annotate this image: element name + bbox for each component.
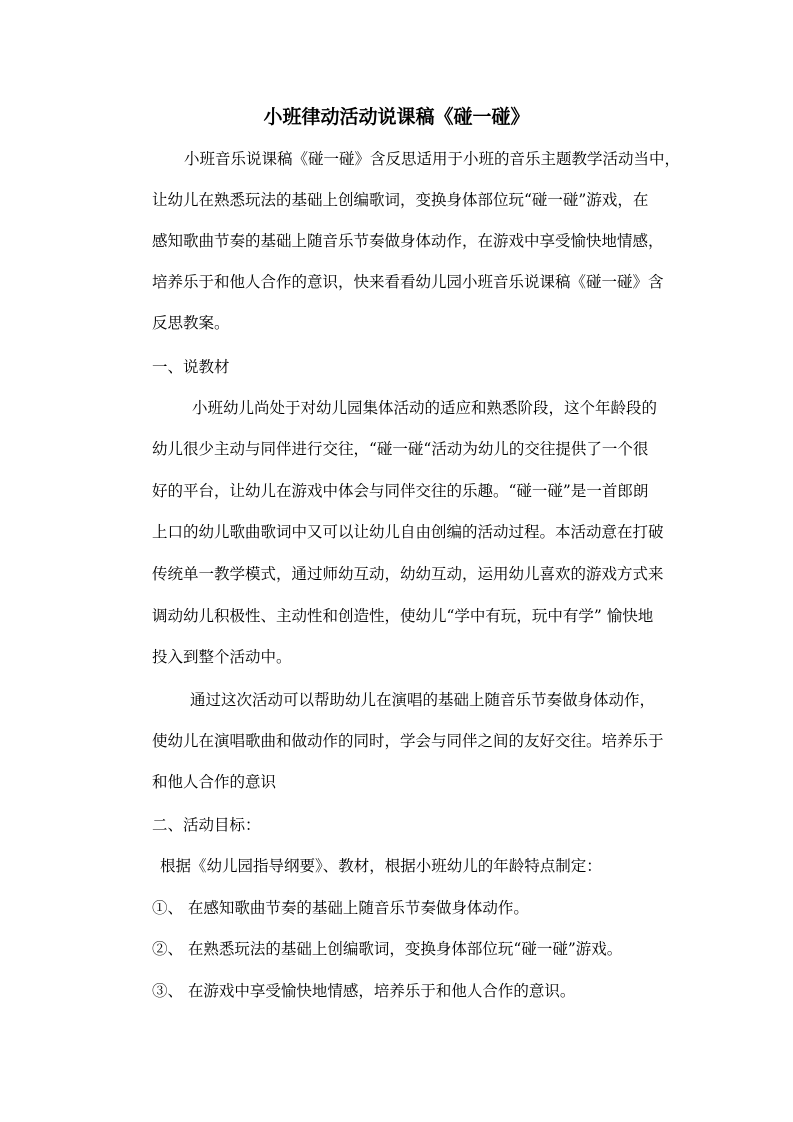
section1-para1-line-5: 传统单一教学模式，通过师幼互动，幼幼互动，运用幼儿喜欢的游戏方式来 <box>152 565 664 583</box>
section1-para1-line-6: 调动幼儿积极性、主动性和创造性，使幼儿“学中有玩，玩中有学” 愉快地 <box>152 607 654 625</box>
goal-item-1: ①、 在感知歌曲节奏的基础上随音乐节奏做身体动作。 <box>152 899 529 917</box>
section1-para2-line-3: 和他人合作的意识 <box>152 773 277 791</box>
goal-item-2: ②、 在熟悉玩法的基础上创编歌词，变换身体部位玩“碰一碰”游戏。 <box>152 940 623 958</box>
section2-basis: 根据《幼儿园指导纲要》、教材，根据小班幼儿的年龄特点制定： <box>160 857 602 875</box>
intro-line-5: 反思教案。 <box>152 314 230 332</box>
section1-heading: 一、说教材 <box>152 358 230 376</box>
section1-para2-line-1: 通过这次活动可以帮助幼儿在演唱的基础上随音乐节奏做身体动作， <box>190 691 656 709</box>
document-title: 小班律动活动说课稿《碰一碰》 <box>263 106 530 128</box>
section1-para1-line-4: 上口的幼儿歌曲歌词中又可以让幼儿自由创编的活动过程。本活动意在打破 <box>152 523 664 541</box>
section2-heading: 二、活动目标： <box>152 816 261 834</box>
section1-para1-line-2: 幼儿很少主动与同伴进行交往，“碰一碰“活动为幼儿的交往提供了一个很 <box>152 440 649 458</box>
intro-line-2: 让幼儿在熟悉玩法的基础上创编歌词，变换身体部位玩“碰一碰”游戏，在 <box>152 191 649 209</box>
goal-item-3: ③、 在游戏中享受愉快地情感，培养乐于和他人合作的意识。 <box>152 982 576 1000</box>
section1-para1-line-1: 小班幼儿尚处于对幼儿园集体活动的适应和熟悉阶段，这个年龄段的 <box>192 399 658 417</box>
intro-line-4: 培养乐于和他人合作的意识，快来看看幼儿园小班音乐说课稿《碰一碰》含 <box>152 273 664 291</box>
section1-para1-line-7: 投入到整个活动中。 <box>152 648 292 666</box>
intro-line-1: 小班音乐说课稿《碰一碰》含反思适用于小班的音乐主题教学活动当中， <box>184 150 681 168</box>
section1-para2-line-2: 使幼儿在演唱歌曲和做动作的同时，学会与同伴之间的友好交往。培养乐于 <box>152 732 664 750</box>
intro-line-3: 感知歌曲节奏的基础上随音乐节奏做身体动作，在游戏中享受愉快地情感， <box>152 232 664 250</box>
section1-para1-line-3: 好的平台，让幼儿在游戏中体会与同伴交往的乐趣。“碰一碰”是一首郎朗 <box>152 482 649 500</box>
